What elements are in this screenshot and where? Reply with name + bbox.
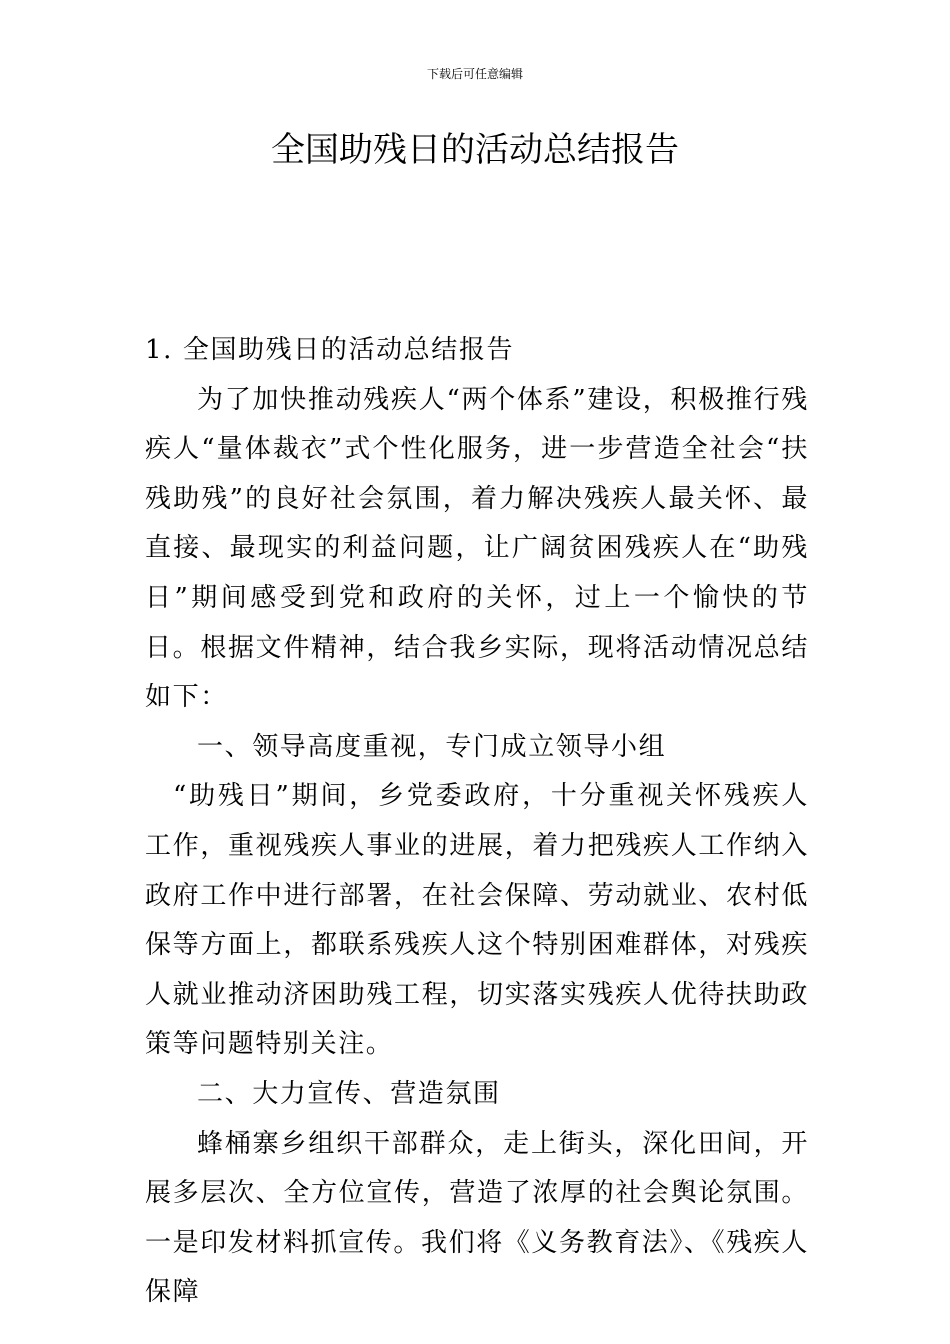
paragraph-list-heading: 1. 全国助残日的活动总结报告 — [145, 335, 515, 365]
header-note: 下载后可任意编辑 — [426, 67, 523, 81]
document-title: 全国助残日的活动总结报告 — [271, 130, 679, 170]
section-heading-1: 一、领导高度重视，专门成立领导小组 — [197, 731, 667, 762]
paragraph-intro: 为了加快推动残疾人“两个体系”建设，积极推行残疾人“量体裁衣”式个性化服务，进一步营造全社会“扶残助残”的良好社会氛围，着力解决残疾人最关怀、最直接、最现实的利益问题，让广阔贫困残疾人在“助残日”期间感受到党和政府的关怀，过上一个愉快的节日。根据文件精神，结合我乡实际，现将活动情况总结如下： — [145, 384, 809, 713]
paragraph-section-2: 蜂桶寨乡组织干部群众，走上街头，深化田间，开展多层次、全方位宣传，营造了浓厚的社会舆论氛围。一是印发材料抓宣传。我们将《义务教育法》、《残疾人保障 — [145, 1128, 810, 1308]
section-heading-2: 二、大力宣传、营造氛围 — [197, 1078, 501, 1109]
document-body — [145, 326, 809, 1318]
paragraph-section-1: “助残日”期间，乡党委政府，十分重视关怀残疾人工作，重视残疾人事业的进展，着力把残疾人工作纳入政府工作中进行部署，在社会保障、劳动就业、农村低保等方面上，都联系残疾人这个特别困难群体，对残疾人就业推动济困助残工程，切实落实残疾人优待扶助政策等问题特别关注。 — [145, 781, 809, 1060]
